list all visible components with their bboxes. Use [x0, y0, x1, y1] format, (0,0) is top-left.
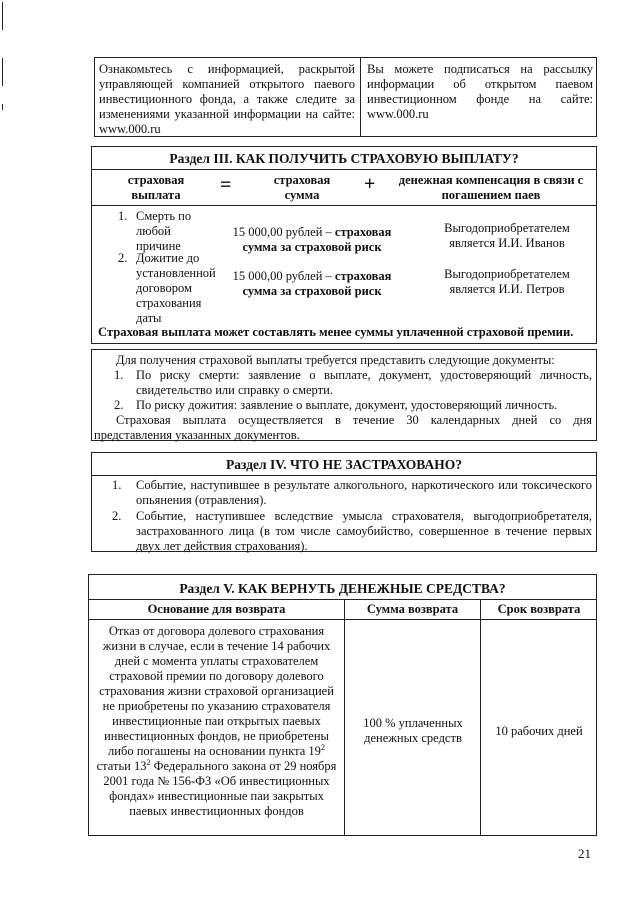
exclusion-1-text: Событие, наступившее в результате алкогольного, наркотического или токсического опьянения (отравления).: [136, 478, 592, 507]
info-box: [94, 57, 597, 137]
margin-mark: [2, 2, 3, 30]
formula-equals-sign: =: [220, 174, 232, 196]
col-header-amount: Сумма возврата: [366, 602, 459, 616]
refund-amount: 100 % уплаченных денежных средств: [363, 716, 463, 745]
margin-mark: [2, 58, 3, 86]
section-3: [91, 146, 597, 344]
col-header-basis: Основание для возврата: [147, 602, 286, 616]
docs-item-2-num: 2.: [114, 398, 124, 412]
docs-term: Страховая выплата осуществляется в течение 30 календарных дней со дня представления указанных документов.: [94, 413, 592, 442]
event-1-num: 1.: [118, 209, 128, 223]
exclusion-2-num: 2.: [112, 509, 122, 523]
exclusion-1-num: 1.: [112, 478, 122, 492]
docs-item-1-text: По риску смерти: заявление о выплате, документ, удостоверяющий личность, свидетельство или справку о смерти.: [136, 368, 592, 397]
event-2-label: Дожитие до установленной договором страхования даты: [136, 251, 216, 325]
docs-intro: Для получения страховой выплаты требуется представить следующие документы:: [116, 353, 555, 367]
section-5-title: Раздел V. КАК ВЕРНУТЬ ДЕНЕЖНЫЕ СРЕДСТВА?: [179, 581, 506, 596]
info-left-text: Ознакомьтесь с информацией, раскрытой управляющей компанией открытого паевого инвестиционного фонда, а также следите за изменениями указанной информации на сайте: www.000.ru: [99, 62, 355, 136]
info-right-text: Вы можете подписаться на рассылку информации об открытом паевом инвестиционном фонде на сайте: www.000.ru: [367, 62, 593, 121]
exclusion-2-text: Событие, наступившее вследствие умысла страхователя, выгодоприобретателя, застрахованного лица (в том числе самоубийство, совершенное в течение первых двух лет действия страхования).: [136, 509, 592, 553]
payout-note: Страховая выплата может составлять менее суммы уплаченной страховой премии.: [98, 325, 574, 339]
refund-basis-text: Отказ от договора долевого страхования жизни в случае, если в течение 14 рабочих дней с момента уплаты страхователем страховой премии по договору долевого страхования жизни страховой организацией не приобретены по указанию страхователя инвестиционные паи открытых паевых инвестиционных фондов, не приобретены либо погашены на основании пункта $19^2$ статьи $13^2$ Федерального закона от 29 ноября 2001 года № 156-ФЗ «Об инвестиционных фондах» инвестиционные паи закрытых паевых инвестиционных фондов: [96, 624, 337, 818]
refund-term: 10 рабочих дней: [495, 724, 583, 738]
formula-plus-sign: +: [364, 173, 376, 195]
formula-term-sum: страховая сумма: [273, 173, 331, 202]
docs-item-1-num: 1.: [114, 368, 124, 382]
col-header-term: Срок возврата: [497, 602, 581, 616]
margin-mark: [2, 104, 3, 110]
docs-item-2-text: По риску дожития: заявление о выплате, документ, удостоверяющий личность.: [136, 398, 558, 412]
event-1-amount: 15 000,00 рублей – страховая сумма за страховой риск: [232, 225, 392, 254]
section-4-title: Раздел IV. ЧТО НЕ ЗАСТРАХОВАНО?: [226, 457, 462, 472]
section-5: [88, 574, 597, 836]
event-1-label: Смерть по любой причине: [136, 209, 192, 253]
event-1-beneficiary: Выгодоприобретателем является И.И. Иванов: [444, 221, 570, 250]
event-2-beneficiary: Выгодоприобретателем является И.И. Петров: [444, 267, 570, 296]
documents-box: [91, 349, 597, 441]
page-number: 21: [578, 846, 591, 861]
formula-term-payout: страховая выплата: [127, 173, 185, 202]
formula-term-compensation: денежная компенсация в связи с погашением паев: [398, 173, 584, 202]
section-4: [91, 452, 597, 552]
event-2-amount: 15 000,00 рублей – страховая сумма за страховой риск: [232, 269, 392, 298]
event-2-num: 2.: [118, 251, 128, 265]
section-3-title: Раздел III. КАК ПОЛУЧИТЬ СТРАХОВУЮ ВЫПЛАТУ?: [169, 151, 519, 166]
